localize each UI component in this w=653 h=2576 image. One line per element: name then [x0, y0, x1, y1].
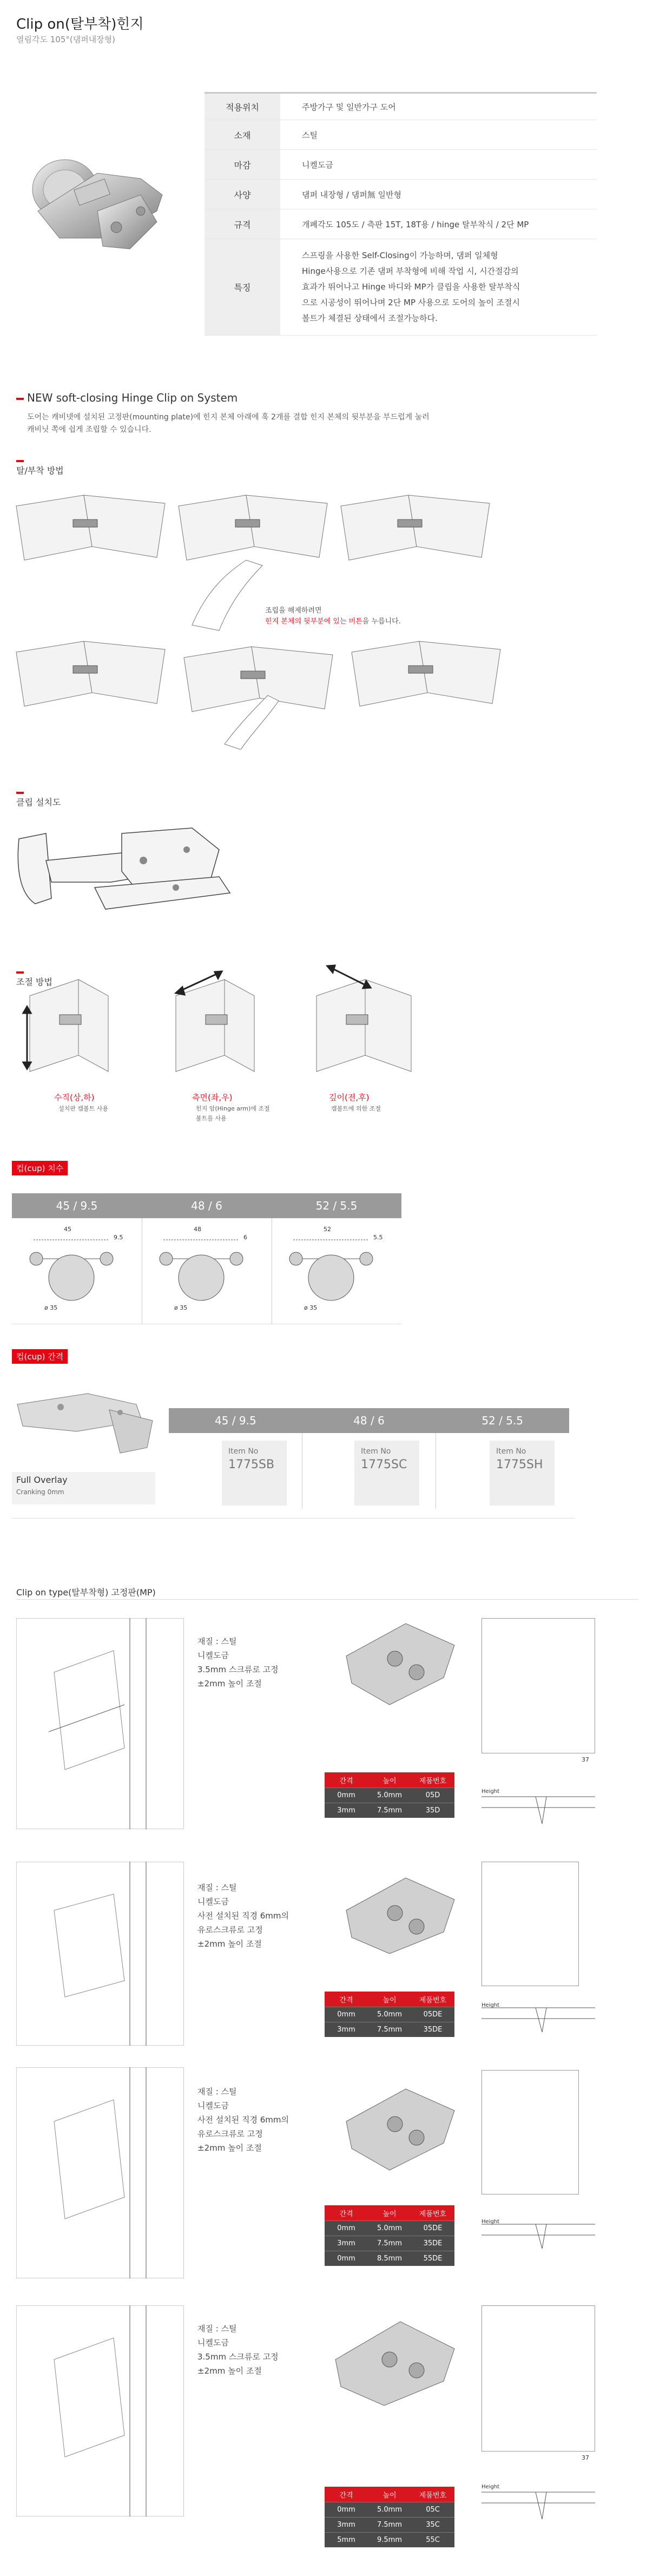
- mp-spec-line: ±2mm 높이 조절: [197, 2366, 262, 2376]
- spec-row: [205, 150, 597, 180]
- adjust-label: 수직(상,하): [54, 1093, 95, 1102]
- mp-spec-line: 재질 : 스틸: [197, 2324, 237, 2334]
- mp-td: 35D: [425, 1806, 440, 1815]
- mp-th: 높이: [382, 1996, 397, 2005]
- mp-td: 3mm: [337, 1806, 355, 1815]
- spec-row: [205, 120, 597, 150]
- intro-title: NEW soft-closing Hinge Clip on System: [27, 391, 238, 404]
- mp-spec-line: ±2mm 높이 조절: [197, 1679, 262, 1688]
- mp-spec-line: 유로스크류로 고정: [197, 1925, 263, 1935]
- mp-spec-text: [197, 1634, 279, 1691]
- mp-table-row: [325, 2236, 454, 2251]
- cup-gap-overlay-title: Full Overlay: [16, 1475, 68, 1485]
- mp-td: 7.5mm: [377, 2521, 402, 2529]
- mp-td: 3mm: [337, 2521, 355, 2529]
- mp-td: 0mm: [337, 1791, 355, 1799]
- mp-td: 3mm: [337, 2026, 355, 2034]
- mp-th: 높이: [382, 2210, 397, 2218]
- intro-desc: 도어는 캐비넷에 설치된 고정판(mounting plate)에 힌지 본체 아래에 훅 2개를 결합 힌지 본체의 뒷부분을 부드럽게 눌러: [27, 413, 430, 422]
- item-number: 1775SB: [228, 1458, 275, 1471]
- spec-value: [280, 239, 597, 335]
- cup-gap-tag: 컵(cup) 간격: [12, 1349, 68, 1364]
- mp-table: [325, 2205, 454, 2266]
- mp-th: 제품번호: [419, 1996, 447, 2005]
- adjust-diagram: [14, 963, 446, 1093]
- cup-gap-head: 48 / 6: [353, 1414, 385, 1427]
- cup-dim: ø 35: [174, 1304, 188, 1311]
- mp-td: 7.5mm: [377, 2239, 402, 2248]
- mp-dim-37: 37: [582, 2454, 589, 2461]
- mp-table: [325, 1772, 454, 1818]
- mp-spec-line: 니켈도금: [197, 2101, 229, 2111]
- spec-value: 댐퍼 내장형 / 댐퍼無 일반형: [302, 189, 402, 200]
- mp-td: 3mm: [337, 2239, 355, 2248]
- mp-spec-line: 사전 설치된 직경 6mm의: [197, 1911, 289, 1921]
- mp-height-label: Height: [481, 1789, 500, 1795]
- mp-table-row: [325, 1803, 454, 1818]
- mp-side-drawing: [481, 1786, 595, 1829]
- section-marker: [16, 460, 24, 462]
- mp-th: 높이: [382, 1777, 397, 1785]
- mp-dim-drawing: [481, 2070, 579, 2194]
- attach-title: 탈/부착 방법: [16, 465, 64, 476]
- spec-row: [205, 239, 597, 336]
- mp-spec-line: 니켈도금: [197, 1651, 229, 1660]
- cup-gap-hinge-image: [12, 1388, 163, 1464]
- cup-size-head: 52 / 5.5: [315, 1199, 358, 1212]
- spec-feature-line: Hinge사용으로 기존 댐퍼 부착형에 비해 작업 시, 시간절감의: [302, 266, 519, 276]
- mp-td: 8.5mm: [377, 2255, 402, 2263]
- mp-table-row: [325, 1788, 454, 1803]
- attach-note-highlight: 힌지 본체의 뒷부분에 있는 버튼: [265, 617, 362, 626]
- mp-spec-line: ±2mm 높이 조절: [197, 1939, 262, 1949]
- mp-side-drawing: [481, 2481, 595, 2525]
- mp-spec-line: 사전 설치된 직경 6mm의: [197, 2115, 289, 2125]
- cup-size-head: 45 / 9.5: [56, 1199, 98, 1212]
- mp-td: 5.0mm: [377, 1791, 402, 1799]
- mp-plate-image: [335, 1613, 465, 1710]
- spec-key: 적용위치: [205, 94, 280, 120]
- adjust-label: 측면(좌,우): [192, 1093, 233, 1102]
- spec-key: 소재: [205, 120, 280, 149]
- spec-row: [205, 209, 597, 239]
- spec-key: 사양: [205, 180, 280, 209]
- mp-td: 05DE: [423, 2010, 443, 2019]
- mp-table-row: [325, 2532, 454, 2547]
- mp-th: 제품번호: [419, 2491, 447, 2500]
- mp-table-row: [325, 2502, 454, 2517]
- item-box: [490, 1441, 555, 1506]
- cup-dim: 6: [243, 1234, 247, 1241]
- mp-td: 7.5mm: [377, 1806, 402, 1815]
- spec-value: 개폐각도 105도 / 측판 15T, 18T용 / hinge 탈부착식 / 2단 MP: [302, 219, 529, 229]
- cup-dim: 9.5: [114, 1234, 123, 1241]
- mp-td: 55C: [426, 2536, 440, 2544]
- mp-title: Clip on type(탈부착형) 고정판(MP): [16, 1587, 156, 1598]
- attach-note-end: 을 누릅니다.: [362, 617, 401, 626]
- mp-td: 05C: [426, 2506, 440, 2514]
- mp-spec-text: [197, 2085, 289, 2155]
- mp-line-drawing: [16, 2305, 184, 2516]
- intro-desc: 캐비닛 쪽에 쉽게 조립할 수 있습니다.: [27, 425, 151, 434]
- item-label: Item No: [496, 1447, 526, 1456]
- mp-height-label: Height: [481, 2484, 500, 2490]
- cup-gap-rule: [12, 1518, 575, 1519]
- mp-th: 간격: [339, 1777, 353, 1785]
- mp-td: 0mm: [337, 2224, 355, 2232]
- adjust-desc: 볼트를 사용: [196, 1115, 227, 1122]
- hinge-product-image: [16, 130, 195, 271]
- mp-td: 0mm: [337, 2506, 355, 2514]
- adjust-desc: 설치판 캠볼트 사용: [58, 1105, 109, 1112]
- mp-td: 0mm: [337, 2010, 355, 2019]
- mp-td: 5.0mm: [377, 2010, 402, 2019]
- mp-td: 7.5mm: [377, 2026, 402, 2034]
- mp-table-row: [325, 2022, 454, 2037]
- mp-plate-image: [335, 1867, 465, 1959]
- spec-key: 특징: [205, 239, 280, 335]
- mp-table-row: [325, 2251, 454, 2266]
- item-number: 1775SC: [361, 1458, 407, 1471]
- cup-dim: ø 35: [44, 1304, 58, 1311]
- spec-feature-line: 볼트가 체결된 상태에서 조절가능하다.: [302, 313, 438, 323]
- mp-td: 5.0mm: [377, 2224, 402, 2232]
- spec-value: 니켈도금: [302, 160, 333, 170]
- cup-size-head: 48 / 6: [191, 1199, 222, 1212]
- item-label: Item No: [361, 1447, 391, 1456]
- mp-table: [325, 1992, 454, 2037]
- mp-th: 제품번호: [419, 1777, 447, 1785]
- mp-td: 0mm: [337, 2255, 355, 2263]
- mp-height-label: Height: [481, 2219, 500, 2225]
- attach-note: [265, 615, 401, 626]
- item-label: Item No: [228, 1447, 259, 1456]
- spec-feature-line: 스프링을 사용한 Self-Closing이 가능하며, 댐퍼 일체형: [302, 251, 498, 260]
- mp-td: 05DE: [423, 2224, 443, 2232]
- mp-td: 5mm: [337, 2536, 355, 2544]
- mp-table-row: [325, 2517, 454, 2532]
- page-title: Clip on(탈부착)힌지: [16, 16, 144, 32]
- mp-th: 간격: [339, 1996, 353, 2005]
- mp-line-drawing: [16, 1618, 184, 1829]
- cup-gap-overlay-sub: Cranking 0mm: [16, 1488, 64, 1496]
- mp-table-head: [325, 1772, 454, 1788]
- item-box: [222, 1441, 287, 1506]
- mp-height-label: Height: [481, 2002, 500, 2008]
- mp-dim-37: 37: [582, 1756, 589, 1763]
- mp-spec-line: 재질 : 스틸: [197, 1637, 237, 1646]
- mp-spec-line: ±2mm 높이 조절: [197, 2143, 262, 2153]
- spec-key: 마감: [205, 150, 280, 179]
- cup-dim: 45: [64, 1226, 71, 1233]
- mp-dim-drawing: [481, 2305, 595, 2452]
- mp-spec-line: 니켈도금: [197, 2338, 229, 2348]
- cup-size-header: [12, 1193, 401, 1218]
- mp-td: 35DE: [423, 2239, 443, 2248]
- mp-spec-line: 유로스크류로 고정: [197, 2129, 263, 2139]
- mp-table-row: [325, 2007, 454, 2022]
- mp-side-drawing: [481, 1997, 595, 2035]
- attach-note: 조립을 해제하려면: [265, 607, 322, 615]
- mp-spec-line: 니켈도금: [197, 1897, 229, 1907]
- mp-td: 35DE: [423, 2026, 443, 2034]
- cup-gap-head: 52 / 5.5: [481, 1414, 524, 1427]
- mp-spec-text: [197, 2322, 279, 2378]
- spec-row: [205, 92, 597, 120]
- mp-th: 간격: [339, 2491, 353, 2500]
- item-box: [354, 1441, 419, 1506]
- mp-title-rule: [16, 1599, 638, 1600]
- cup-dim: 5.5: [373, 1234, 383, 1241]
- adjust-title: 조절 방법: [16, 977, 52, 987]
- mp-plate-image: [335, 2078, 465, 2176]
- mp-table: [325, 2487, 454, 2547]
- mp-side-drawing: [481, 2213, 595, 2251]
- clip-diagram: [14, 817, 246, 925]
- mp-td: 35C: [426, 2521, 440, 2529]
- cup-size-tag: 컵(cup) 치수: [12, 1161, 68, 1175]
- cup-dim: 48: [194, 1226, 201, 1233]
- mp-table-row: [325, 2220, 454, 2236]
- spec-row: [205, 180, 597, 209]
- cup-gap-header: [169, 1408, 569, 1433]
- mp-spec-line: 3.5mm 스크류로 고정: [197, 2352, 279, 2362]
- cup-dim: ø 35: [304, 1304, 318, 1311]
- spec-key: 규격: [205, 209, 280, 239]
- section-marker: [16, 398, 24, 400]
- cup-dim: 52: [324, 1226, 331, 1233]
- cup-gap-head: 45 / 9.5: [214, 1414, 256, 1427]
- adjust-label: 깊이(전,후): [329, 1093, 370, 1102]
- mp-spec-line: 재질 : 스틸: [197, 1883, 237, 1892]
- mp-dim-drawing: [481, 1862, 579, 1986]
- mp-dim-drawing: [481, 1618, 595, 1753]
- spec-feature-line: 으로 시공성이 뛰어나며 2단 MP 사용으로 도어의 높이 조절시: [302, 298, 520, 307]
- mp-spec-line: 재질 : 스틸: [197, 2087, 237, 2097]
- mp-td: 05D: [425, 1791, 440, 1799]
- mp-td: 9.5mm: [377, 2536, 402, 2544]
- item-number: 1775SH: [496, 1458, 543, 1471]
- mp-plate-image: [325, 2311, 465, 2408]
- page-subtitle: 열림각도 105°(댐퍼내장형): [16, 35, 116, 44]
- spec-feature-line: 효과가 뛰어나고 Hinge 바디와 MP가 클립을 사용한 탈부착식: [302, 282, 520, 292]
- mp-th: 높이: [382, 2491, 397, 2500]
- spec-table: [205, 92, 597, 336]
- mp-table-head: [325, 1992, 454, 2007]
- clip-title: 클립 설치도: [16, 797, 61, 807]
- cup-size-drawings: [12, 1218, 401, 1324]
- adjust-desc: 캠볼트에 의한 조절: [331, 1105, 381, 1112]
- spec-value: 스틸: [302, 130, 318, 140]
- adjust-desc: 힌지 암(Hinge arm)에 조절: [196, 1105, 270, 1112]
- mp-table-head: [325, 2487, 454, 2502]
- mp-th: 제품번호: [419, 2210, 447, 2218]
- spec-value: 주방가구 및 일반가구 도어: [302, 102, 396, 112]
- mp-spec-line: 3.5mm 스크류로 고정: [197, 1665, 279, 1674]
- mp-line-drawing: [16, 1862, 184, 2046]
- mp-th: 간격: [339, 2210, 353, 2218]
- mp-td: 5.0mm: [377, 2506, 402, 2514]
- mp-spec-text: [197, 1881, 289, 1951]
- section-marker: [16, 792, 24, 794]
- mp-line-drawing: [16, 2067, 184, 2278]
- mp-td: 55DE: [423, 2255, 443, 2263]
- mp-table-head: [325, 2205, 454, 2220]
